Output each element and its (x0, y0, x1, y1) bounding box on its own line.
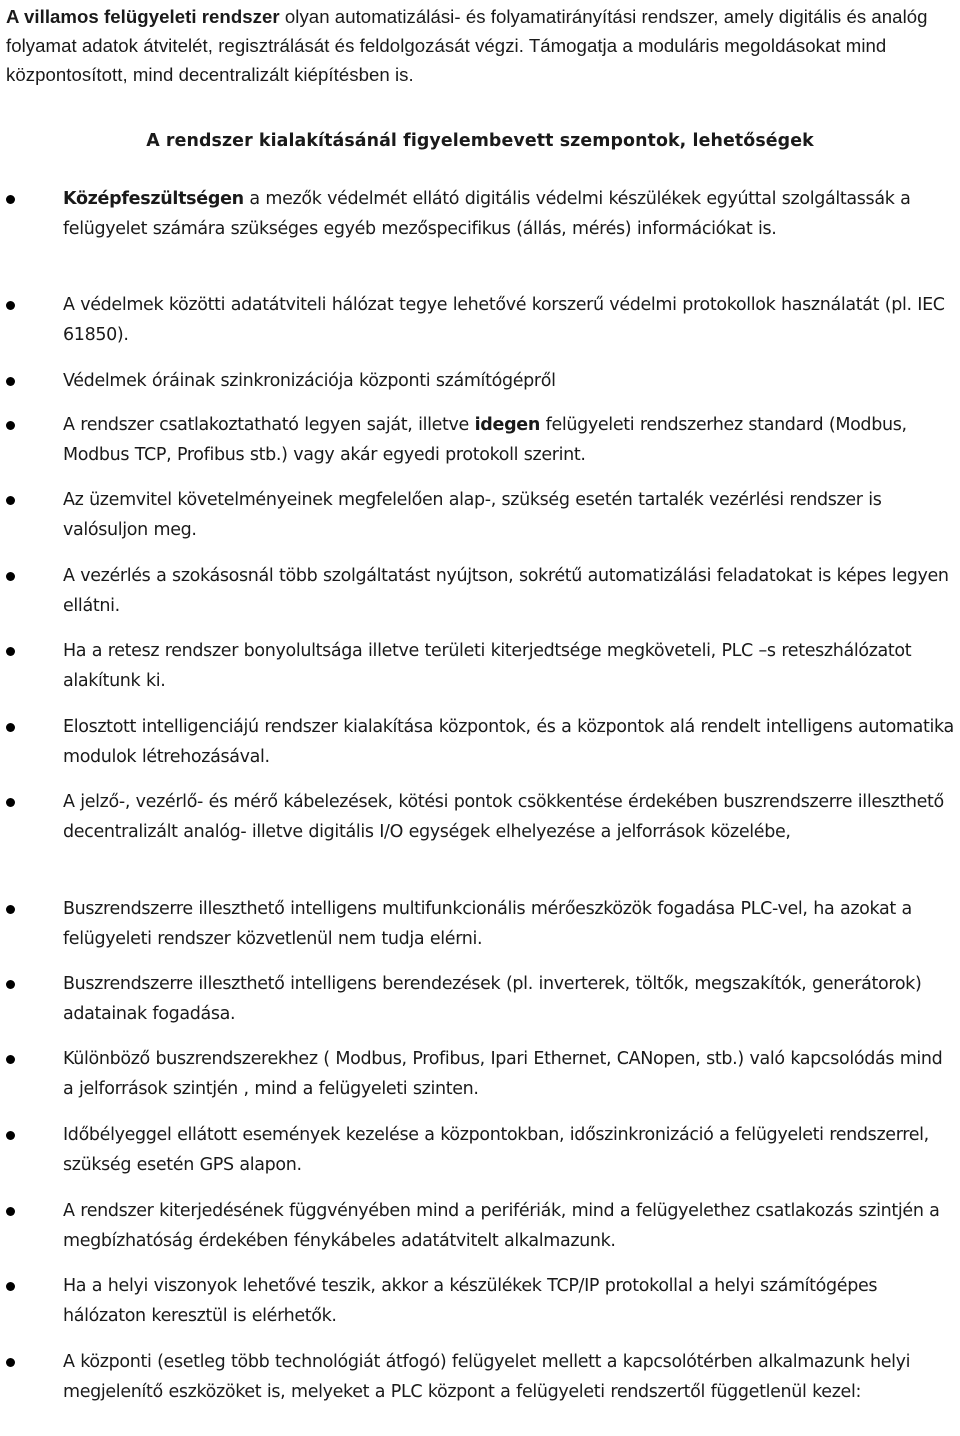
intro-text: olyan automatizálási- és folyamatirányítási rendszer, amely digitális és analóg folyamat adatok átvitelét, regisztrálását és feldolgozását végzi. Támogatja a moduláris megoldásokat mind központosított, mind decentralizált kiépítésben is. (6, 6, 928, 85)
bullet-text: Az üzemvitel követelményeinek megfelelően alap-, szükség esetén tartalék vezérlési rendszer is valósuljon meg. (63, 490, 882, 540)
bullet-text: A védelmek közötti adatátviteli hálózat tegye lehetővé korszerű védelmi protokollok használatát (pl. IEC 61850). (63, 295, 945, 345)
bullet-dot-icon (6, 1131, 15, 1140)
bullet-text: Időbélyeggel ellátott események kezelése a központokban, időszinkronizáció a felügyeleti rendszerrel, szükség esetén GPS alapon. (63, 1125, 929, 1175)
bullet-dot-icon (6, 301, 15, 310)
bullet-text: A rendszer kiterjedésének függvényében mind a perifériák, mind a felügyelethez csatlakozás szintjén a megbízhatóság érdekében fénykábeles adatátvitelt alkalmazunk. (63, 1201, 940, 1251)
bullet-text: Ha a retesz rendszer bonyolultsága illetve területi kiterjedtsége megköveteli, PLC –s reteszhálózatot alakítunk ki. (63, 641, 912, 691)
bullet-text: A központi (esetleg több technológiát átfogó) felügyelet mellett a kapcsolótérben alkalmazunk helyi megjelenítő eszközöket is, melyeket a PLC központ a felügyeleti rendszertől függetlenül kezel: (63, 1352, 911, 1402)
intro-bold-lead: A villamos felügyeleti rendszer (6, 6, 280, 27)
bullet-dot-icon (6, 1358, 15, 1367)
bullet-dot-icon (6, 421, 15, 430)
bullet-text: Elosztott intelligenciájú rendszer kialakítása központok, és a központok alá rendelt intelligens automatika modulok létrehozásával. (63, 717, 954, 767)
section-heading: A rendszer kialakításánál figyelembevett szempontok, lehetőségek (146, 131, 814, 151)
bullet-dot-icon (6, 377, 15, 386)
bullet-dot-icon (6, 1207, 15, 1216)
bullet-text: Ha a helyi viszonyok lehetővé teszik, akkor a készülékek TCP/IP protokollal a helyi számítógépes hálózaton keresztül is elérhetők. (63, 1276, 878, 1326)
bullet-dot-icon (6, 905, 15, 914)
bullet-dot-icon (6, 723, 15, 732)
bullet-dot-icon (6, 1282, 15, 1291)
bullet-text: A vezérlés a szokásosnál több szolgáltatást nyújtson, sokrétű automatizálási feladatokat is képes legyen ellátni. (63, 566, 949, 616)
bullet-text: A jelző-, vezérlő- és mérő kábelezések, kötési pontok csökkentése érdekében buszrendszerre illeszthető decentralizált analóg- illetve digitális I/O egységek elhelyezése a jelforrások közelébe, (63, 792, 944, 842)
intro-paragraph (6, 2, 956, 89)
bullet-text: A rendszer csatlakoztatható legyen saját, illetve idegen felügyeleti rendszerhez standard (Modbus, Modbus TCP, Profibus stb.) vagy akár egyedi protokoll szerint. (63, 415, 907, 465)
bullet-text: Védelmek óráinak szinkronizációja központi számítógépről (63, 371, 556, 391)
bullet-text: Buszrendszerre illeszthető intelligens berendezések (pl. inverterek, töltők, megszakítók, generátorok) adatainak fogadása. (63, 974, 922, 1024)
bullet-dot-icon (6, 647, 15, 656)
bullet-dot-icon (6, 572, 15, 581)
bullet-text: Különböző buszrendszerekhez ( Modbus, Profibus, Ipari Ethernet, CANopen, stb.) való kapcsolódás mind a jelforrások szintjén , mind a felügyeleti szinten. (63, 1049, 943, 1099)
bullet-dot-icon (6, 798, 15, 807)
bullet-text: Buszrendszerre illeszthető intelligens multifunkcionális mérőeszközök fogadása PLC-vel, ha azokat a felügyeleti rendszer közvetlenül nem tudja elérni. (63, 899, 912, 949)
bullet-dot-icon (6, 496, 15, 505)
bullet-dot-icon (6, 1055, 15, 1064)
bullet-text: Középfeszültségen a mezők védelmét ellátó digitális védelmi készülékek egyúttal szolgáltassák a felügyelet számára szükséges egyéb mezőspecifikus (állás, mérés) információkat is. (63, 189, 911, 239)
bullet-dot-icon (6, 980, 15, 989)
bullet-dot-icon (6, 195, 15, 204)
